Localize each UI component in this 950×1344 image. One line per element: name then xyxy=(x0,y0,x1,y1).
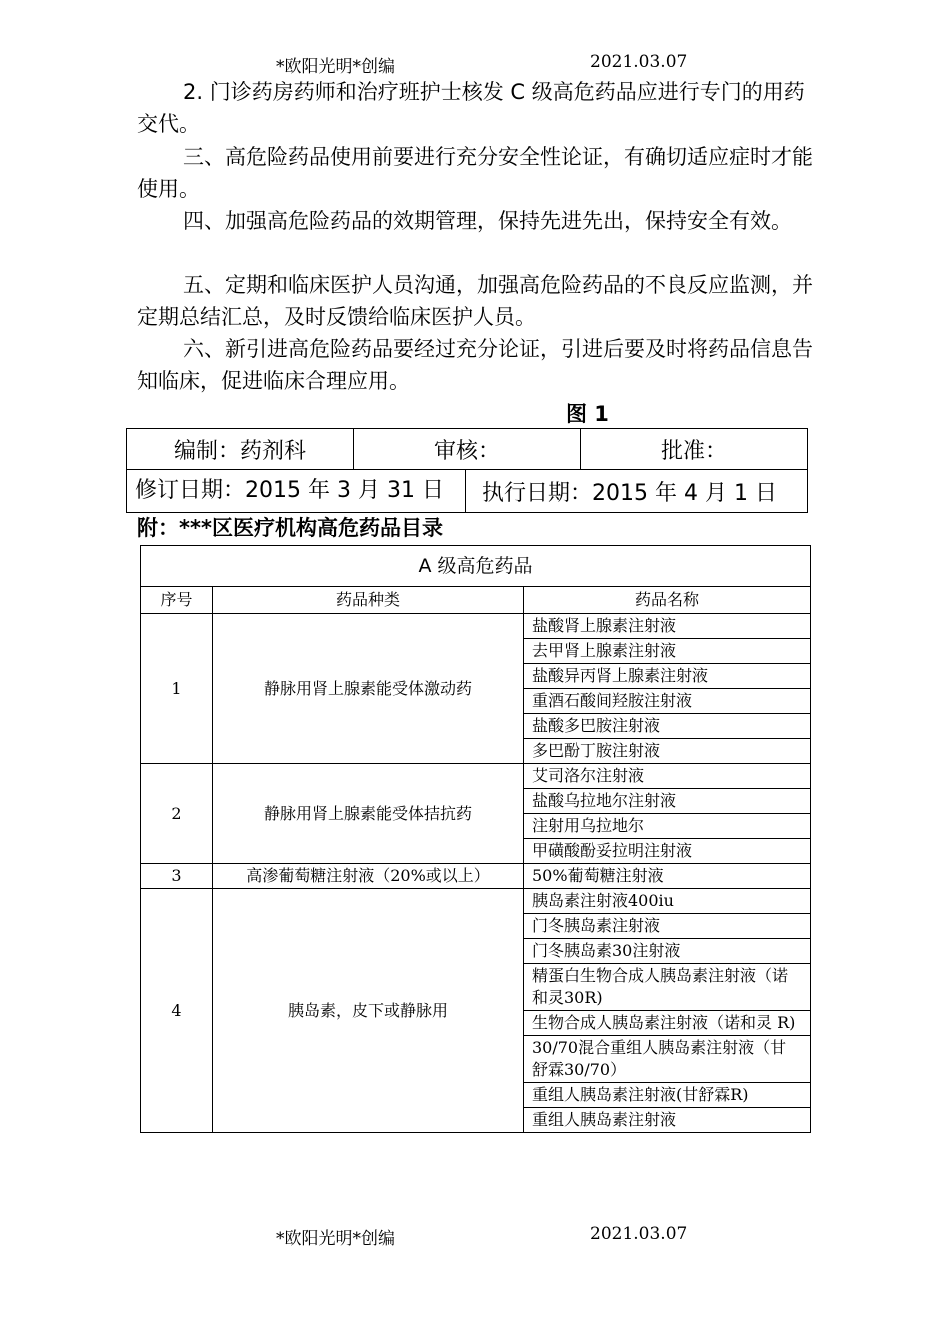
drug-name: 50%葡萄糖注射液 xyxy=(524,864,811,889)
drug-name: 盐酸异丙肾上腺素注射液 xyxy=(524,664,811,689)
drug-name: 注射用乌拉地尔 xyxy=(524,814,811,839)
drug-table xyxy=(140,545,811,1133)
drug-name: 精蛋白生物合成人胰岛素注射液（诺和灵30R) xyxy=(524,964,811,1011)
paragraph-5: 六、新引进高危险药品要经过充分论证，引进后要及时将药品信息告知临床，促进临床合理应用。 xyxy=(137,337,813,393)
group-number: 2 xyxy=(141,764,213,864)
table-row xyxy=(141,889,811,914)
appendix-title: 附：***区医疗机构高危药品目录 xyxy=(137,516,443,540)
table-row xyxy=(141,864,811,889)
drug-name: 重组人胰岛素注射液 xyxy=(524,1108,811,1133)
figure-label: 图 1 xyxy=(566,402,609,426)
table-row xyxy=(141,764,811,789)
header-date: 2021.03.07 xyxy=(590,52,688,72)
effective-date: 执行日期：2015 年 4 月 1 日 xyxy=(482,480,777,506)
drug-name: 重组人胰岛素注射液(甘舒霖R) xyxy=(524,1083,811,1108)
col-header-category: 药品种类 xyxy=(213,587,524,614)
col-header-drug: 药品名称 xyxy=(524,587,811,614)
approved-by: 批准： xyxy=(581,429,808,470)
drug-name: 门冬胰岛素30注射液 xyxy=(524,939,811,964)
paragraph-4: 五、定期和临床医护人员沟通，加强高危险药品的不良反应监测，并定期总结汇总，及时反馈给临床医护人员。 xyxy=(137,273,813,329)
paragraph-1: 2. 门诊药房药师和治疗班护士核发 C 级高危药品应进行专门的用药交代。 xyxy=(137,80,805,136)
group-category: 高渗葡萄糖注射液（20%或以上） xyxy=(213,864,524,889)
drug-name: 甲磺酸酚妥拉明注射液 xyxy=(524,839,811,864)
footer-author: *欧阳光明*创编 xyxy=(276,1229,395,1249)
table-title: A 级高危药品 xyxy=(141,546,811,587)
drug-name: 生物合成人胰岛素注射液（诺和灵 R) xyxy=(524,1011,811,1036)
group-number: 1 xyxy=(141,614,213,764)
drug-name: 门冬胰岛素注射液 xyxy=(524,914,811,939)
drug-name: 重酒石酸间羟胺注射液 xyxy=(524,689,811,714)
reviewed-by: 审核： xyxy=(354,429,581,470)
drug-name: 去甲肾上腺素注射液 xyxy=(524,639,811,664)
prepared-by: 编制：药剂科 xyxy=(127,429,354,470)
footer-date: 2021.03.07 xyxy=(590,1224,688,1244)
drug-table-body xyxy=(141,614,811,1133)
group-category: 静脉用肾上腺素能受体拮抗药 xyxy=(213,764,524,864)
revised-date: 修订日期：2015 年 3 月 31 日 xyxy=(127,470,466,512)
drug-name: 胰岛素注射液400iu xyxy=(524,889,811,914)
drug-name: 多巴酚丁胺注射液 xyxy=(524,739,811,764)
paragraph-3: 四、加强高危险药品的效期管理，保持先进先出，保持安全有效。 xyxy=(183,209,792,233)
group-category: 胰岛素，皮下或静脉用 xyxy=(213,889,524,1133)
drug-name: 30/70混合重组人胰岛素注射液（甘舒霖30/70） xyxy=(524,1036,811,1083)
drug-name: 盐酸肾上腺素注射液 xyxy=(524,614,811,639)
table-row xyxy=(141,614,811,639)
paragraph-2: 三、高危险药品使用前要进行充分安全性论证，有确切适应症时才能使用。 xyxy=(137,145,813,201)
group-number: 3 xyxy=(141,864,213,889)
drug-name: 盐酸多巴胺注射液 xyxy=(524,714,811,739)
approval-table xyxy=(126,428,808,513)
group-number: 4 xyxy=(141,889,213,1133)
header-author: *欧阳光明*创编 xyxy=(276,57,395,77)
col-header-no: 序号 xyxy=(141,587,213,614)
drug-name: 艾司洛尔注射液 xyxy=(524,764,811,789)
drug-name: 盐酸乌拉地尔注射液 xyxy=(524,789,811,814)
group-category: 静脉用肾上腺素能受体激动药 xyxy=(213,614,524,764)
